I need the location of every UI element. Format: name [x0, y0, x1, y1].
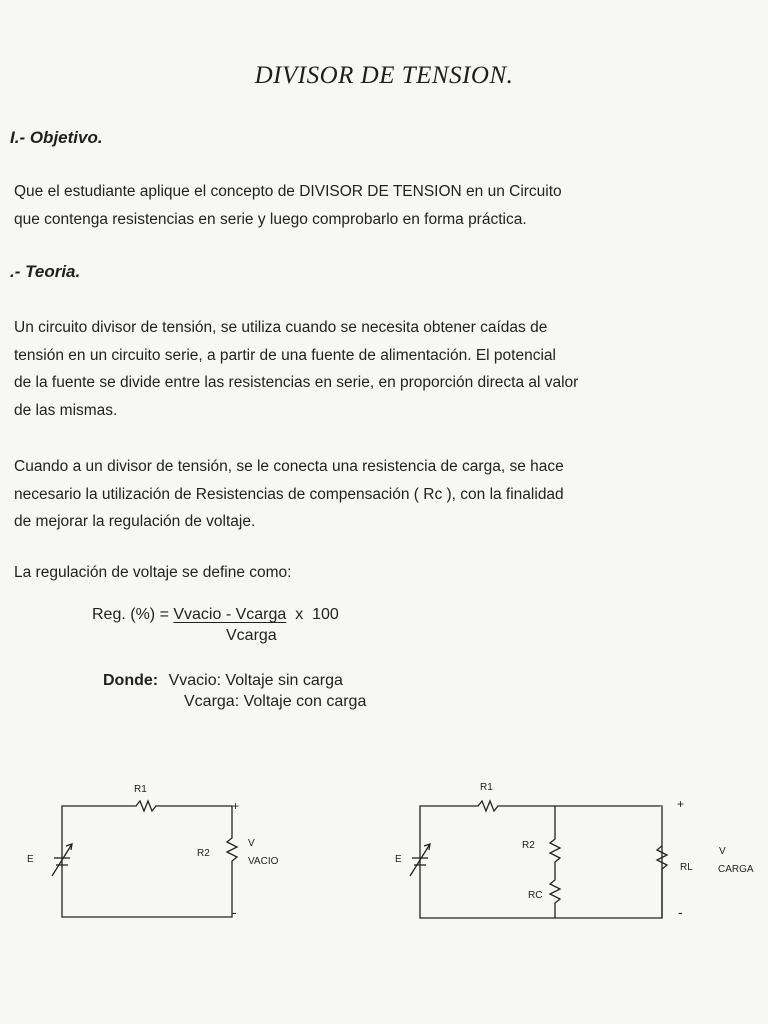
r2-label: R2 [522, 840, 535, 851]
r1-label: R1 [134, 784, 147, 795]
objetivo-heading: I.- Objetivo. [10, 128, 103, 147]
objetivo-line: que contenga resistencias en serie y luego comprobarlo en forma práctica. [14, 210, 527, 228]
formula-multiplier: x 100 [286, 606, 339, 623]
definitions [103, 672, 343, 690]
objetivo-paragraph [14, 178, 764, 233]
regulation-intro: La regulación de voltaje se define como: [14, 564, 292, 581]
r2-label: R2 [197, 848, 210, 859]
circuit-loaded-diagram [370, 770, 768, 930]
state-label: CARGA [718, 864, 754, 875]
teoria-paragraph-2 [14, 453, 764, 536]
definitions-label: Donde: [103, 672, 159, 689]
teoria-line: Cuando a un divisor de tensión, se le conecta una resistencia de carga, se hace [14, 458, 564, 475]
formula-numerator: Vvacio - Vcarga [173, 606, 287, 623]
rl-label: RL [680, 862, 693, 873]
r1-label: R1 [480, 782, 493, 793]
state-label: VACIO [248, 856, 279, 867]
teoria-paragraph-1 [14, 314, 764, 424]
document-title: DIVISOR DE TENSION. [254, 62, 514, 89]
formula-lhs: Reg. (%) = [92, 606, 174, 623]
teoria-line: Un circuito divisor de tensión, se utiliza cuando se necesita obtener caídas de [14, 319, 548, 336]
voltage-label: V [719, 846, 726, 857]
rc-label: RC [528, 890, 543, 901]
source-label: E [27, 854, 34, 865]
minus-label: - [678, 904, 683, 920]
plus-label: + [677, 797, 685, 811]
objetivo-line: Que el estudiante aplique el concepto de DIVISOR DE TENSION en un Circuito [14, 183, 562, 200]
formula-denominator: Vcarga [226, 627, 277, 644]
teoria-line: de mejorar la regulación de voltaje. [14, 513, 256, 530]
regulation-formula [92, 606, 339, 624]
minus-label: - [232, 904, 237, 920]
teoria-line: de las mismas. [14, 401, 118, 419]
voltage-label: V [248, 838, 255, 849]
teoria-line: de la fuente se divide entre las resistencias en serie, en proporción directa al valor [14, 374, 579, 391]
teoria-line: tensión en un circuito serie, a partir de una fuente de alimentación. El potencial [14, 346, 556, 364]
source-label: E [395, 854, 402, 865]
teoria-line: necesario la utilización de Resistencias de compensación ( Rc ), con la finalidad [14, 485, 564, 503]
plus-label: + [232, 799, 240, 813]
circuit-unloaded-diagram [0, 770, 320, 930]
definition-vvacio: Vvacio: Voltaje sin carga [168, 672, 343, 689]
definition-vcarga: Vcarga: Voltaje con carga [184, 693, 367, 710]
teoria-heading: .- Teoria. [10, 262, 81, 281]
